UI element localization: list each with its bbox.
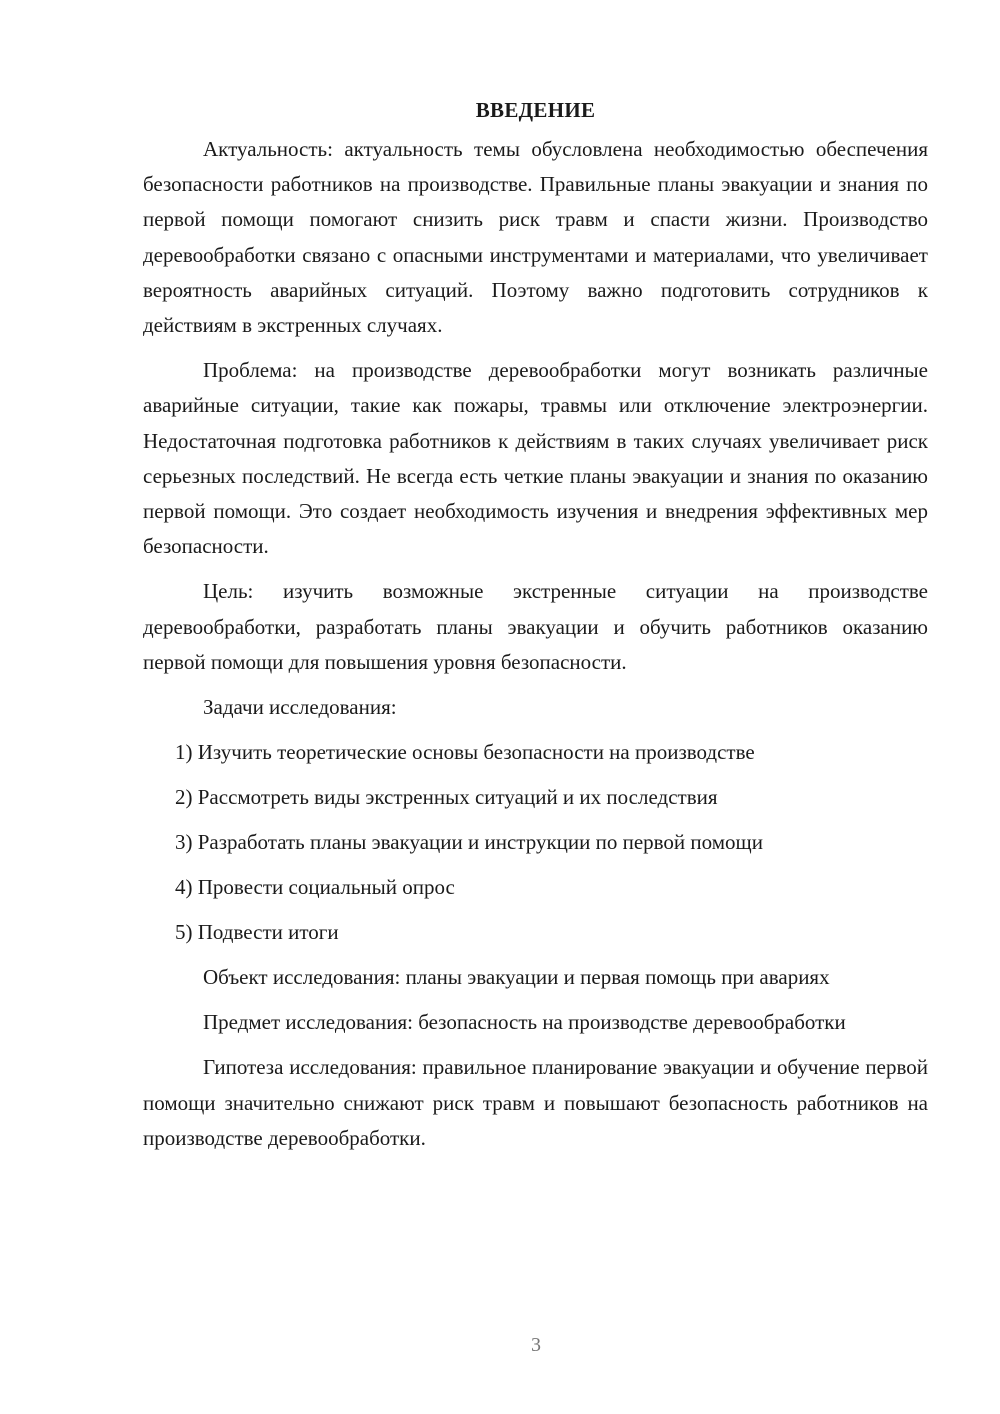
- subject-paragraph: Предмет исследования: безопасность на производстве деревообработки: [203, 1010, 846, 1035]
- tasks-list: [143, 735, 928, 950]
- goal-paragraph: Цель: изучить возможные экстренные ситуации на производстве деревообработки, разработать планы эвакуации и обучить работников оказанию первой помощи для повышения уровня безопасности.: [143, 579, 928, 674]
- page-title: ВВЕДЕНИЕ: [475, 98, 596, 122]
- relevance-paragraph: Актуальность: актуальность темы обусловлена необходимостью обеспечения безопасности работников на производстве. Правильные планы эвакуации и знания по первой помощи помогают снизить риск травм и спасти жизни. Производство деревообработки связано с опасными инструментами и материалами, что увеличивает вероятность аварийных ситуаций. Поэтому важно подготовить сотрудников к действиям в экстренных случаях.: [143, 137, 928, 338]
- task-item: 5) Подвести итоги: [175, 920, 339, 945]
- hypothesis-paragraph: Гипотеза исследования: правильное планирование эвакуации и обучение первой помощи значительно снижают риск травм и повышают безопасность работников на производстве деревообработки.: [143, 1055, 928, 1150]
- task-item: 1) Изучить теоретические основы безопасности на производстве: [175, 740, 755, 765]
- task-item: 4) Провести социальный опрос: [175, 875, 455, 900]
- object-paragraph: Объект исследования: планы эвакуации и первая помощь при авариях: [203, 965, 830, 990]
- document-page: [143, 92, 928, 1166]
- page-number: 3: [531, 1334, 541, 1356]
- problem-paragraph: Проблема: на производстве деревообработки могут возникать различные аварийные ситуации, такие как пожары, травмы или отключение электроэнергии. Недостаточная подготовка работников к действиям в таких случаях увеличивает риск серьезных последствий. Не всегда есть четкие планы эвакуации и знания по оказанию первой помощи. Это создает необходимость изучения и внедрения эффективных мер безопасности.: [143, 358, 928, 559]
- tasks-heading: Задачи исследования:: [203, 695, 397, 720]
- task-item: 2) Рассмотреть виды экстренных ситуаций и их последствия: [175, 785, 718, 810]
- task-item: 3) Разработать планы эвакуации и инструкции по первой помощи: [175, 830, 763, 855]
